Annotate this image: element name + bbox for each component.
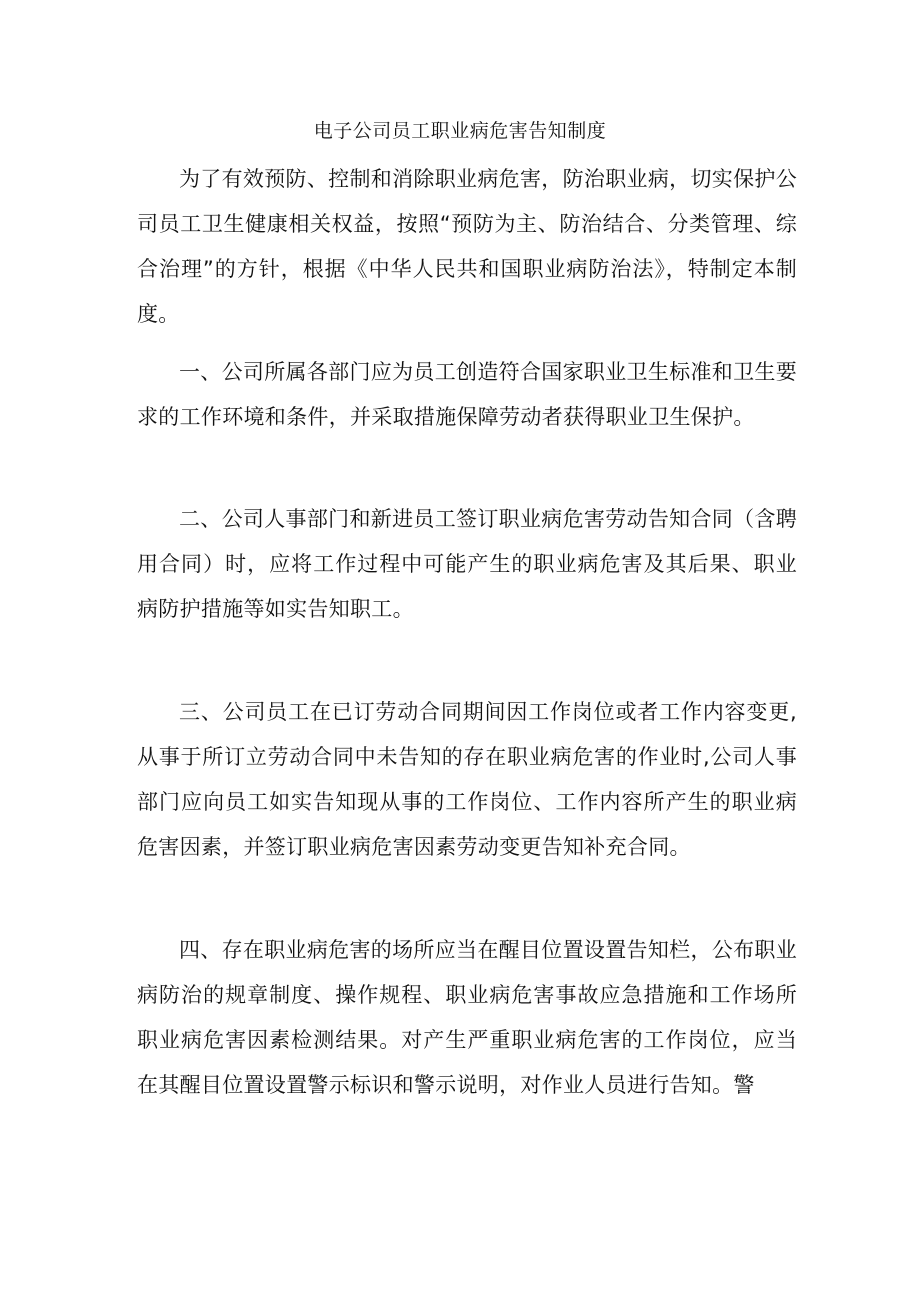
clause-4-paragraph: 四、存在职业病危害的场所应当在醒目位置设置告知栏，公布职业病防治的规章制度、操作规程、职业病危害事故应急措施和工作场所职业病危害因素检测结果。对产生严重职业病危害的工作岗位，应当在其醒目位置设置警示标识和警示说明，对作业人员进行告知。警 — [137, 938, 797, 1097]
document-title: 电子公司员工职业病危害告知制度 — [313, 120, 607, 142]
clause-2-paragraph: 二、公司人事部门和新进员工签订职业病危害劳动告知合同（含聘用合同）时，应将工作过程中可能产生的职业病危害及其后果、职业病防护措施等如实告知职工。 — [137, 507, 797, 621]
preamble-paragraph: 为了有效预防、控制和消除职业病危害，防治职业病，切实保护公司员工卫生健康相关权益，按照“预防为主、防治结合、分类管理、综合治理”的方针，根据《中华人民共和国职业病防治法》，特制定本制度。 — [137, 167, 797, 326]
clause-3-paragraph: 三、公司员工在已订劳动合同期间因工作岗位或者工作内容变更,从事于所订立劳动合同中未告知的存在职业病危害的作业时,公司人事部门应向员工如实告知现从事的工作岗位、工作内容所产生的职业病危害因素，并签订职业病危害因素劳动变更告知补充合同。 — [137, 700, 797, 859]
clause-1-paragraph: 一、公司所属各部门应为员工创造符合国家职业卫生标准和卫生要求的工作环境和条件，并采取措施保障劳动者获得职业卫生保护。 — [137, 360, 797, 429]
